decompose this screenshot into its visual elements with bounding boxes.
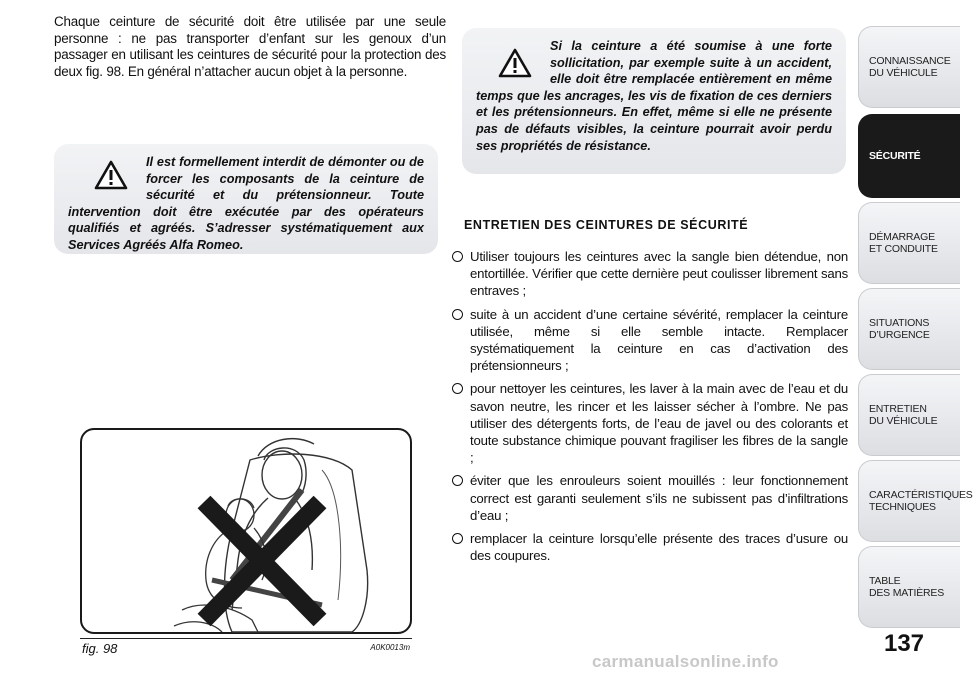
tab-demarrage-conduite[interactable]	[858, 202, 960, 284]
tab-connaissance-vehicule[interactable]	[858, 26, 960, 108]
figure-code: A0K0013m	[370, 643, 410, 652]
tab-label: TABLE DES MATIÈRES	[869, 575, 945, 599]
figure-label: fig. 98	[82, 641, 118, 656]
watermark-text: carmanualsonline.info	[592, 652, 779, 671]
tab-label: SÉCURITÉ	[869, 150, 921, 162]
figure-98-illustration	[80, 428, 412, 634]
list-item	[452, 472, 848, 524]
list-item	[452, 306, 848, 375]
list-item-text: remplacer la ceinture lorsqu’elle présente des traces d’usure ou des coupures.	[470, 531, 848, 564]
list-item-text: éviter que les enrouleurs soient mouillés : leur fonctionnement correct est garanti seulement s’ils ne subissent pas d’infiltrations d’eau ;	[470, 473, 848, 523]
tab-securite[interactable]	[858, 114, 960, 198]
chapter-tabs	[858, 0, 973, 620]
tab-entretien-vehicule[interactable]	[858, 374, 960, 456]
list-item	[452, 248, 848, 300]
circle-bullet-icon	[452, 309, 463, 320]
page-number: 137	[883, 630, 925, 657]
warning-box-replacement	[462, 28, 846, 174]
tab-label: CONNAISSANCE DU VÉHICULE	[869, 55, 951, 79]
circle-bullet-icon	[452, 251, 463, 262]
tab-label: DÉMARRAGE ET CONDUITE	[869, 231, 938, 255]
figure-caption	[80, 638, 412, 657]
maintenance-bullet-list	[452, 248, 848, 570]
child-on-lap-prohibited-illustration	[82, 430, 410, 632]
tab-label: SITUATIONS D’URGENCE	[869, 317, 930, 341]
tab-caracteristiques-techniques[interactable]	[858, 460, 973, 542]
warning-triangle-icon	[94, 160, 128, 190]
list-item-text: pour nettoyer les ceintures, les laver à la main avec de l’eau et du savon neutre, les rincer et les laisser sécher à l’ombre. Ne pas utiliser des détergents forts, de l’eau de javel ou des colorants et toute substance chimique pouvant fragiliser les fibres de la sangle ;	[470, 381, 848, 466]
warning-box-dismantling	[54, 144, 438, 254]
tab-label: ENTRETIEN DU VÉHICULE	[869, 403, 938, 427]
section-title: ENTRETIEN DES CEINTURES DE SÉCURITÉ	[464, 218, 749, 232]
intro-paragraph: Chaque ceinture de sécurité doit être utilisée par une seule personne : ne pas transporter d’enfant sur les genoux d’un passager en utilisant les ceintures de sécurité pour la protection des deux fig. 98. En général n’attacher aucun objet à la personne.	[54, 14, 446, 79]
tab-table-matieres[interactable]	[858, 546, 960, 628]
circle-bullet-icon	[452, 383, 463, 394]
list-item	[452, 380, 848, 466]
warning-triangle-icon	[498, 48, 532, 78]
list-item-text: Utiliser toujours les ceintures avec la sangle bien détendue, non entortillée. Vérifier que cette dernière peut coulisser librement sans entraves ;	[470, 249, 848, 299]
circle-bullet-icon	[452, 475, 463, 486]
warning-text-right: Si la ceinture a été soumise à une forte sollicitation, par exemple suite à un accident, elle doit être remplacée entièrement en même temps que les ancrages, les vis de fixation de ces derniers et les prétensionneurs. En effet, même si elle ne présente pas de défauts visibles, la ceinture pourrait avoir perdu ses propriétés de résistance.	[476, 39, 832, 153]
circle-bullet-icon	[452, 533, 463, 544]
list-item-text: suite à un accident d’une certaine sévérité, remplacer la ceinture utilisée, même si elle semble intacte. Remplacer systématiquement la ceinture en cas d’activation des prétensionneurs ;	[470, 306, 848, 374]
warning-text-left: Il est formellement interdit de démonter ou de forcer les composants de la ceinture de sécurité et du prétensionneur. Toute intervention doit être exécutée par des opérateurs qualifiés et agréés. S’adresser systématiquement aux Services Agréés Alfa Romeo.	[68, 155, 424, 252]
list-item	[452, 530, 848, 564]
tab-label: CARACTÉRISTIQUES TECHNIQUES	[869, 489, 973, 513]
tab-situations-urgence[interactable]	[858, 288, 960, 370]
